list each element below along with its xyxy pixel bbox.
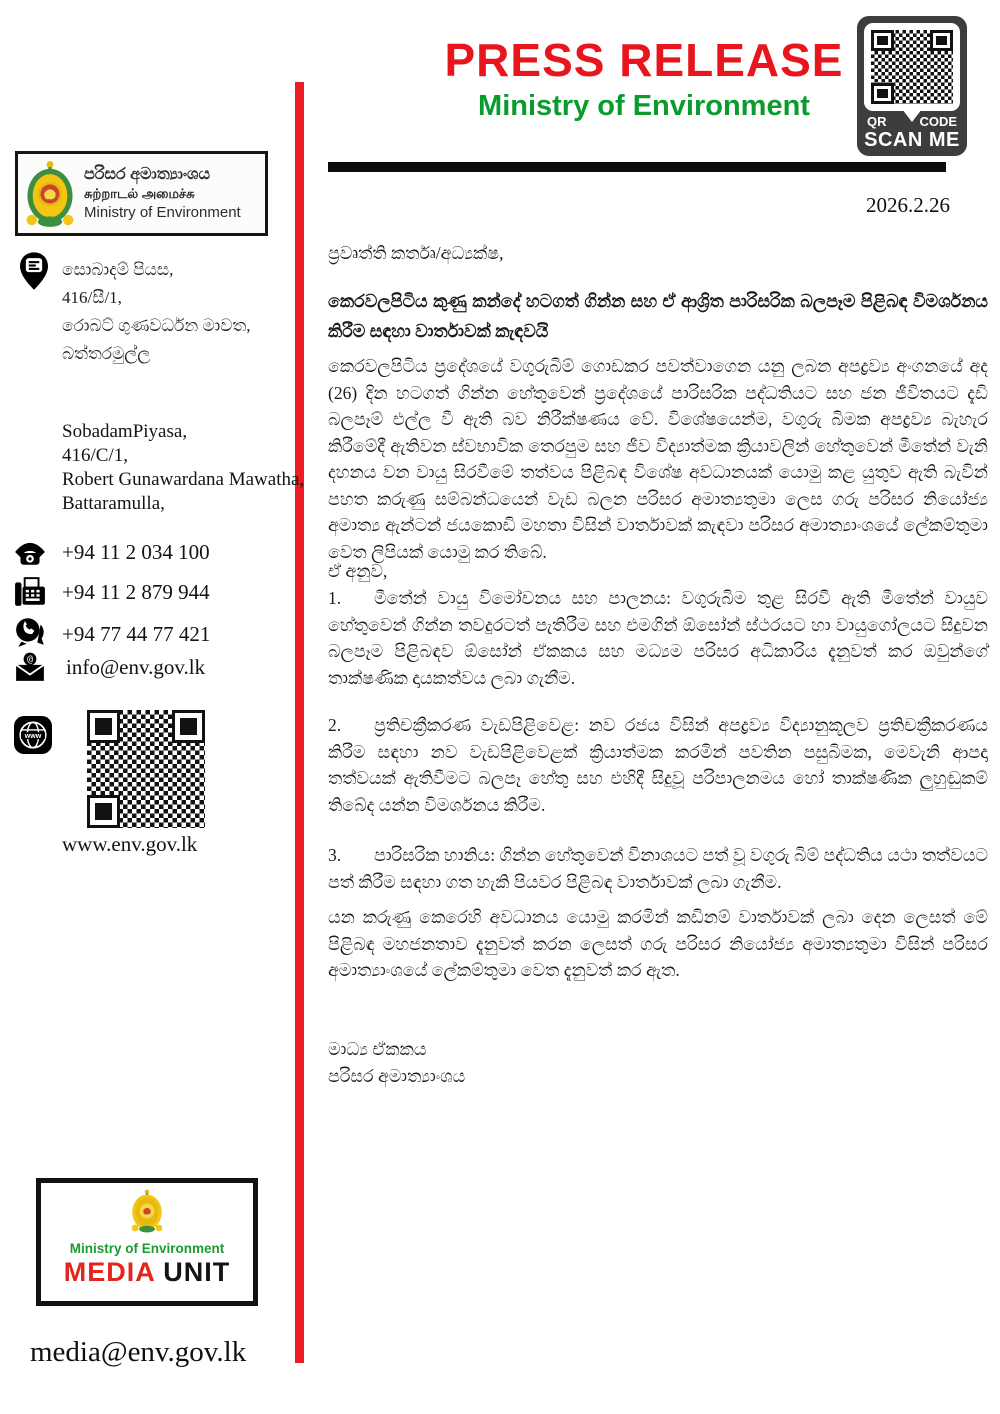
closing-paragraph: යන කරුණු කෙරෙහි අවධානය යොමු කරමින් කඩිනම් වාර්තාවක් ලබා දෙන ලෙසත් මේ පිළිබඳ මහජනතාව දැනුවත් කරන ලෙසත් ගරු පරිසර නියෝජ්‍ය අමාත්‍යතුමා විසින් පරිසර අමාත්‍යාංශයේ ලේකම්තුමා වෙත දැනුවත් කර ඇත. [328, 907, 988, 980]
mobile-number: +94 77 44 77 421 [62, 622, 211, 646]
header-divider [328, 162, 946, 172]
address-line: රොබට් ගුණවර්ධන මාවත, [62, 316, 251, 335]
media-unit-title: Ministry of Environment [69, 1241, 225, 1256]
address-line: SobadamPiyasa, [62, 421, 188, 442]
www-globe-icon [14, 716, 52, 754]
location-pin-icon [20, 252, 48, 290]
sri-lanka-emblem-icon [130, 1188, 164, 1234]
list-item [328, 712, 988, 818]
phone-number: +94 11 2 034 100 [62, 540, 210, 564]
item-number: 3. [328, 845, 342, 865]
logo-line-english: Ministry of Environment [84, 203, 241, 221]
whatsapp-icon [14, 616, 48, 648]
ministry-logo-text [84, 164, 241, 223]
signature-ministry: පරිසර අමාත්‍යාංශය [328, 1066, 466, 1086]
item-number: 2. [328, 715, 342, 735]
address-line: 416/සී/1, [62, 288, 122, 307]
address-line: සොබාදම් පියස, [62, 260, 174, 279]
release-date: 2026.2.26 [866, 193, 950, 217]
page-subtitle: Ministry of Environment [478, 90, 810, 122]
fax-icon [14, 576, 46, 608]
email-address: info@env.gov.lk [66, 655, 206, 679]
accordingly-line: ඒ අනුව, [328, 561, 388, 581]
ministry-logo-box [15, 151, 268, 236]
logo-line-tamil: சுற்றாடல் அமைச்சு [84, 186, 195, 202]
qr-finder-icon [172, 710, 205, 743]
address-line: 416/C/1, [62, 445, 128, 466]
qr-finder-icon [87, 710, 120, 743]
media-unit-label [41, 1257, 253, 1288]
address-line: Battaramulla, [62, 493, 165, 514]
signature-unit: මාධ්‍ය ඒකකය [328, 1039, 427, 1059]
email-icon [14, 652, 46, 682]
qr-finder-icon [87, 795, 120, 828]
qr-code-labels [857, 114, 967, 129]
code-label: CODE [919, 114, 957, 129]
qr-pattern [87, 710, 205, 828]
logo-line-sinhala: පරිසර අමාත්‍යාංශය [84, 165, 210, 183]
letter-heading: කෙරවලපිටිය කුණු කන්දේ හටගත් ගින්න සහ ඒ ආශ්‍රිත පාරිසරික බලපෑම පිළිබඳ විමර්ශනය කිරීම සඳහා වාර්තාවක් කැඳවයි [328, 291, 988, 341]
address-line: Robert Gunawardana Mawatha, [62, 469, 305, 490]
address-sinhala [62, 256, 251, 368]
scan-me-label: SCAN ME [864, 129, 960, 151]
qr-pattern [871, 30, 953, 104]
page-title: PRESS RELEASE [444, 34, 844, 86]
svg-text:www: www [24, 731, 42, 740]
qr-code [85, 708, 207, 830]
qr-finder-icon [871, 30, 894, 51]
letter-paragraph: කෙරවලපිටිය ප්‍රදේශයේ වගුරුබිම් ගොඩකර පවත්වාගෙන යනු ලබන අපද්‍රව්‍ය අංගනයේ අද (26) දින හටගත් ගින්න හේතුවෙන් ප්‍රදේශයේ පාරිසරික පද්ධතියට සහ ජන ජීවිතයට දැඩි බලපෑම් එල්ල වී ඇති බව නිරීක්ෂණය වේ. විශේෂයෙන්ම, වගුරු බිමක අපද්‍රව්‍ය බැහැර කිරීමේදී ඇතිවන ස්වභාවික තෙරපුම සහ ජීව විද්‍යාත්මක ක්‍රියාවලින් හේතුවෙන් මීතේන් වැනි දහනය වන වායු සිරවීමේ තත්වය පිළිබඳ විශේෂ අවධානයක් යොමු කළ යුතුව ඇති බැවින් පහත කරුණු සම්බන්ධයෙන් වැඩ බලන පරිසර අමාත්‍යතුමා ලෙස ගරු පරිසර නියෝජ්‍ය අමාත්‍ය ඇන්ටන් ජයකොඩි මහතා විසින් වාර්තාවක් කැඳවා පරිසර අමාත්‍යාංශයේ ලේකම්තුමා වෙත ලිපියක් යොමු කර තිබේ. [328, 356, 988, 562]
fax-number: +94 11 2 879 944 [62, 580, 210, 604]
address-english [62, 420, 304, 516]
sri-lanka-emblem-icon [24, 158, 76, 230]
qr-label: QR [867, 114, 887, 129]
item-text: පාරිසරික හානිය: ගින්න හේතුවෙන් විනාශයට පත් වූ වගුරු බිම් පද්ධතිය යථා තත්වයට පත් කිරීම සඳහා ගත හැකි පියවර පිළිබඳ වාර්තාවක් ලබා ගැනීම. [328, 845, 988, 892]
website-url: www.env.gov.lk [62, 832, 198, 856]
unit-word: UNIT [163, 1257, 231, 1287]
phone-icon [13, 540, 47, 566]
list-item [328, 585, 988, 691]
qr-finder-icon [871, 83, 894, 104]
salutation: ප්‍රවෘත්ති කර්තෘ/අධ්‍යක්ෂ, [328, 243, 504, 263]
media-email-address: media@env.gov.lk [30, 1336, 247, 1368]
item-number: 1. [328, 588, 342, 608]
scan-me-badge [857, 16, 967, 156]
qr-finder-icon [930, 30, 953, 51]
red-vertical-divider [295, 82, 304, 1363]
media-word: MEDIA [63, 1257, 155, 1287]
item-text: මීතේන් වායු විමෝචනය සහ පාලනය: වගුරුබිම තුළ සිරවී ඇති මීතේන් වායුව හේතුවෙන් ගින්න තවදුරටත් පැතිරීම සහ එමගින් ඕසෝන් ස්ථරයට හා වායුගෝලයට සිදුවන බලපෑම පිළිබඳව ඕසෝන් ඒකකය සහ මධ්‍යම පරිසර අධිකාරිය දැනුවත් කර ඔවුන්ගේ තාක්ෂණික දායකත්වය ලබා ගැනීම. [328, 588, 988, 688]
media-unit-box [36, 1178, 258, 1306]
item-text: ප්‍රතිචක්‍රීකරණ වැඩපිළිවෙළ: නව රජය විසින් අපද්‍රව්‍ය විද්‍යානුකූලව ප්‍රතිචක්‍රීකරණය කිරීම සඳහා නව වැඩපිළිවෙළක් ක්‍රියාත්මක කරමින් පවතින පසුබිමක, මෙවැනි ආපදා තත්වයක් ඇතිවීමට බලපෑ හේතු සහ එහිදී සිදුවූ පරිපාලනමය හෝ තාක්ෂණික ලුහුඬුකම් තිබේද යන්න විමර්ශනය කිරීම. [328, 715, 988, 815]
svg-text:@: @ [27, 654, 33, 666]
qr-code [864, 23, 960, 111]
address-line: බත්තරමුල්ල [62, 344, 151, 363]
list-item [328, 842, 988, 895]
